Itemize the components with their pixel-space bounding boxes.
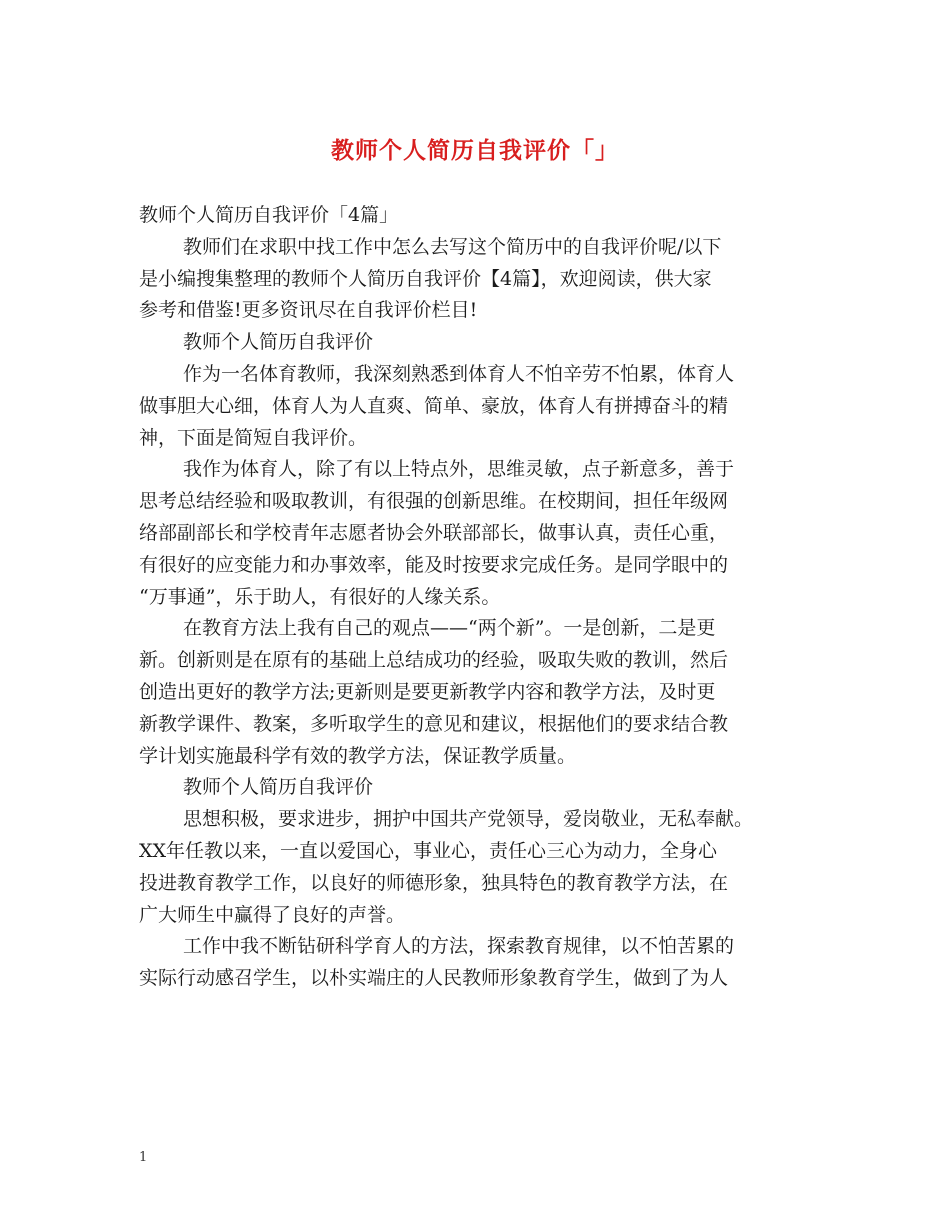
- text-line: 新。创新则是在原有的基础上总结成功的经验，吸取失败的教训，然后: [139, 649, 729, 672]
- text-line: 广大师生中赢得了良好的声誉。: [139, 903, 406, 926]
- text-line: 教师个人简历自我评价: [183, 331, 374, 354]
- text-line: 是小编搜集整理的教师个人简历自我评价【4篇】，欢迎阅读，供大家: [139, 267, 712, 290]
- text-line: 思想积极，要求进步，拥护中国共产党领导，爱岗敬业，无私奉献。: [183, 808, 754, 831]
- text-line: 工作中我不断钻研科学育人的方法，探索教育规律，以不怕苦累的: [183, 935, 735, 958]
- text-line: 我作为体育人，除了有以上特点外，思维灵敏，点子新意多，善于: [183, 458, 735, 481]
- text-line: 作为一名体育教师，我深刻熟悉到体育人不怕辛劳不怕累，体育人: [183, 362, 735, 385]
- text-line: 教师们在求职中找工作中怎么去写这个简历中的自我评价呢/以下: [183, 235, 722, 258]
- text-line: 做事胆大心细，体育人为人直爽、简单、豪放，体育人有拼搏奋斗的精: [139, 394, 729, 417]
- text-line: 络部副部长和学校青年志愿者协会外联部部长，做事认真，责任心重，: [139, 521, 729, 544]
- text-line: 新教学课件、教案，多听取学生的意见和建议，根据他们的要求结合教: [139, 712, 729, 735]
- text-line: 神，下面是简短自我评价。: [139, 426, 368, 449]
- text-line: 教师个人简历自我评价「4篇」: [139, 204, 399, 226]
- text-line: 有很好的应变能力和办事效率，能及时按要求完成任务。是同学眼中的: [139, 553, 729, 576]
- text-line: XX年任教以来，一直以爱国心，事业心，责任心三心为动力，全身心: [139, 839, 718, 862]
- document-body: [139, 200, 829, 995]
- text-line: 参考和借鉴!更多资讯尽在自我评价栏目!: [139, 299, 478, 322]
- text-line: 创造出更好的教学方法;更新则是要更新教学内容和教学方法，及时更: [139, 680, 716, 703]
- text-line: “万事通”，乐于助人，有很好的人缘关系。: [139, 585, 501, 608]
- text-line: 在教育方法上我有自己的观点——“两个新”。一是创新，二是更: [183, 617, 716, 640]
- page-number: 1: [139, 1150, 148, 1165]
- document-title: 教师个人简历自我评价「」: [331, 137, 619, 164]
- text-line: 学计划实施最科学有效的教学方法，保证教学质量。: [139, 744, 577, 767]
- text-line: 投进教育教学工作，以良好的师德形象，独具特色的教育教学方法，在: [139, 871, 729, 894]
- text-line: 教师个人简历自我评价: [183, 776, 374, 799]
- text-line: 思考总结经验和吸取教训，有很强的创新思维。在校期间，担任年级网: [139, 490, 729, 513]
- text-line: 实际行动感召学生，以朴实端庄的人民教师形象教育学生，做到了为人: [139, 967, 729, 990]
